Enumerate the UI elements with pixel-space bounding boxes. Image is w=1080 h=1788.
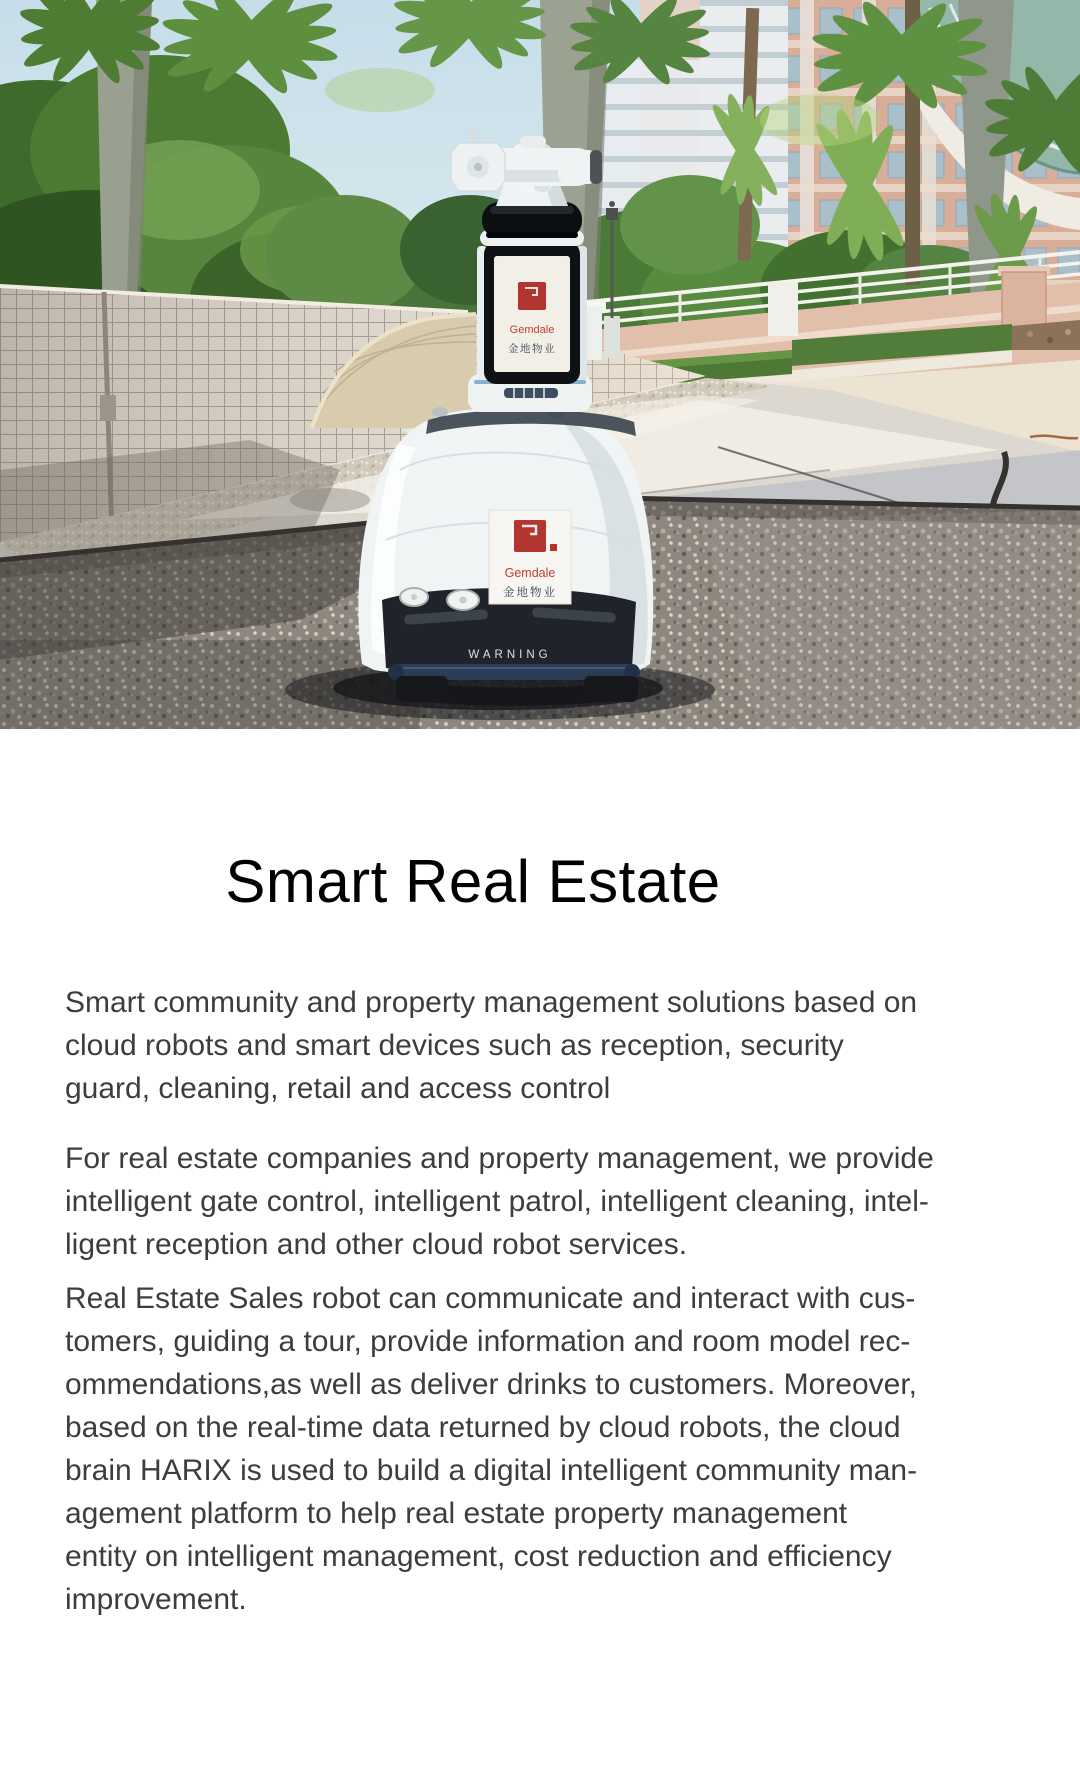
warning-text: WARNING <box>468 649 552 661</box>
smart-real-estate-section <box>65 848 934 1621</box>
paragraph-line: improvement. <box>65 1583 247 1616</box>
robot-screen <box>477 242 587 384</box>
svg-text:Gemdale: Gemdale <box>504 566 556 580</box>
svg-text:金地物业: 金地物业 <box>508 343 556 355</box>
intro-paragraph <box>65 981 918 1110</box>
paragraph-line: tomers, guiding a tour, provide information and room model rec- <box>65 1325 911 1358</box>
paragraph-line: cloud robots and smart devices such as reception, security <box>65 1029 844 1062</box>
paragraph-line: guard, cleaning, retail and access control <box>65 1072 611 1105</box>
paragraph-line: ommendations,as well as deliver drinks to customers. Moreover, <box>65 1368 918 1401</box>
gemdale-body-logo <box>489 510 571 604</box>
sales-robot-paragraph <box>65 1277 918 1621</box>
paragraph-line: Smart community and property management solutions based on <box>65 986 918 1019</box>
paragraph-line: intelligent gate control, intelligent patrol, intelligent cleaning, intel- <box>65 1185 929 1218</box>
svg-text:Gemdale: Gemdale <box>509 324 555 336</box>
paragraph-line: agement platform to help real estate property management <box>65 1497 848 1530</box>
camera-lens <box>590 150 602 184</box>
paragraph-line: For real estate companies and property management, we provide <box>65 1142 934 1175</box>
paragraph-line: entity on intelligent management, cost reduction and efficiency <box>65 1540 892 1573</box>
hero-photo <box>0 0 1080 729</box>
services-paragraph <box>65 1137 934 1266</box>
paragraph-line: brain HARIX is used to build a digital intelligent community man- <box>65 1454 918 1487</box>
page-title: Smart Real Estate <box>225 848 721 915</box>
svg-text:金地物业: 金地物业 <box>503 587 557 599</box>
paragraph-line: Real Estate Sales robot can communicate and interact with cus- <box>65 1282 916 1315</box>
paragraph-line: based on the real-time data returned by cloud robots, the cloud <box>65 1411 901 1444</box>
paragraph-line: ligent reception and other cloud robot services. <box>65 1228 688 1261</box>
